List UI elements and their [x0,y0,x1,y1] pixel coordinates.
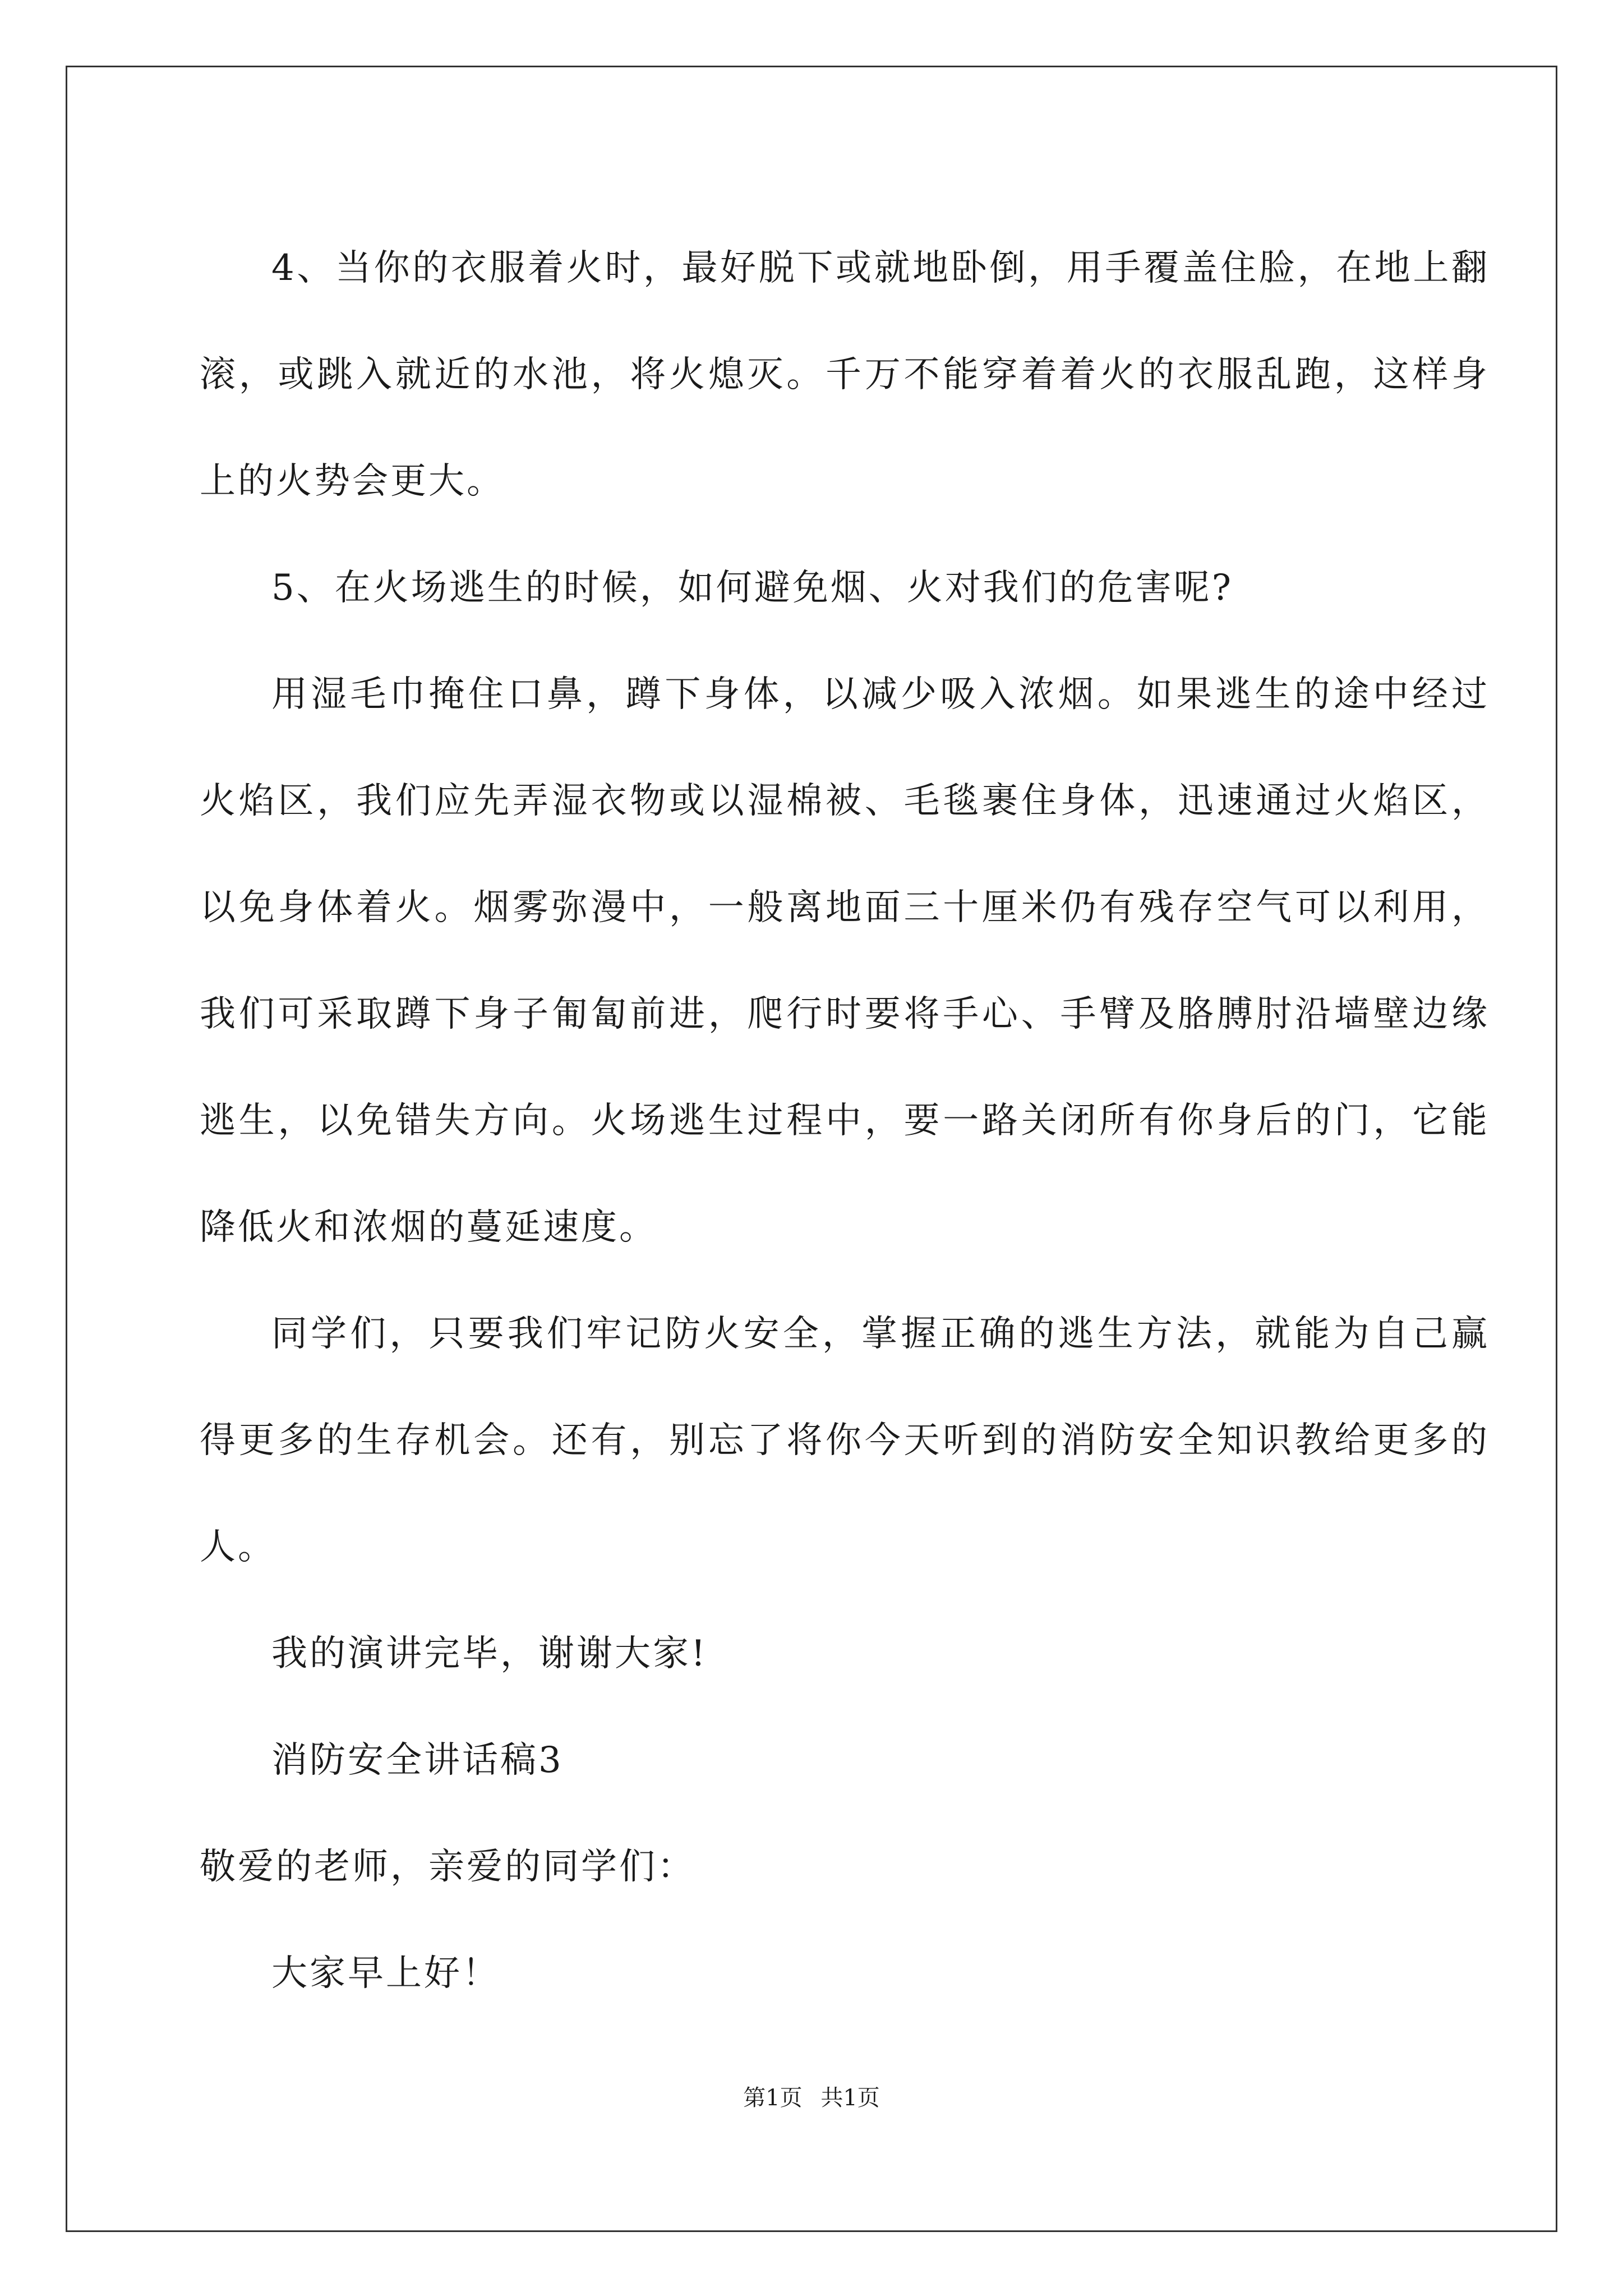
paragraph-escape-method: 用湿毛巾掩住口鼻，蹲下身体，以减少吸入浓烟。如果逃生的途中经过火焰区，我们应先弄湿衣物或以湿棉被、毛毯裹住身体，迅速通过火焰区，以免身体着火。烟雾弥漫中，一般离地面三十厘米仍有残存空气可以利用，我们可采取蹲下身子匍匐前进，爬行时要将手心、手臂及胳膊肘沿墙壁边缘逃生，以免错失方向。火场逃生过程中，要一路关闭所有你身后的门，它能降低火和浓烟的蔓延速度。 [200,674,1490,1248]
greeting: 大家早上好！ [271,1953,500,1994]
page-number: 第1页 [743,2085,803,2111]
section-title: 消防安全讲话稿3 [271,1740,564,1781]
salutation: 敬爱的老师，亲爱的同学们： [200,1846,695,1888]
paragraph-thanks: 我的演讲完毕，谢谢大家! [271,1633,708,1674]
paragraph-clothes-on-fire: 4、当你的衣服着火时，最好脱下或就地卧倒，用手覆盖住脸，在地上翻滚，或跳入就近的水池，将火熄灭。千万不能穿着着火的衣服乱跑，这样身上的火势会更大。 [200,247,1490,502]
page-total: 共1页 [820,2085,880,2111]
paragraph-question-smoke: 5、在火场逃生的时候，如何避免烟、火对我们的危害呢? [271,567,1234,609]
document-body [200,215,1490,2027]
page-footer [0,2082,1623,2114]
paragraph-conclusion: 同学们，只要我们牢记防火安全，掌握正确的逃生方法，就能为自己赢得更多的生存机会。还有，别忘了将你今天听到的消防安全知识教给更多的人。 [200,1313,1490,1568]
